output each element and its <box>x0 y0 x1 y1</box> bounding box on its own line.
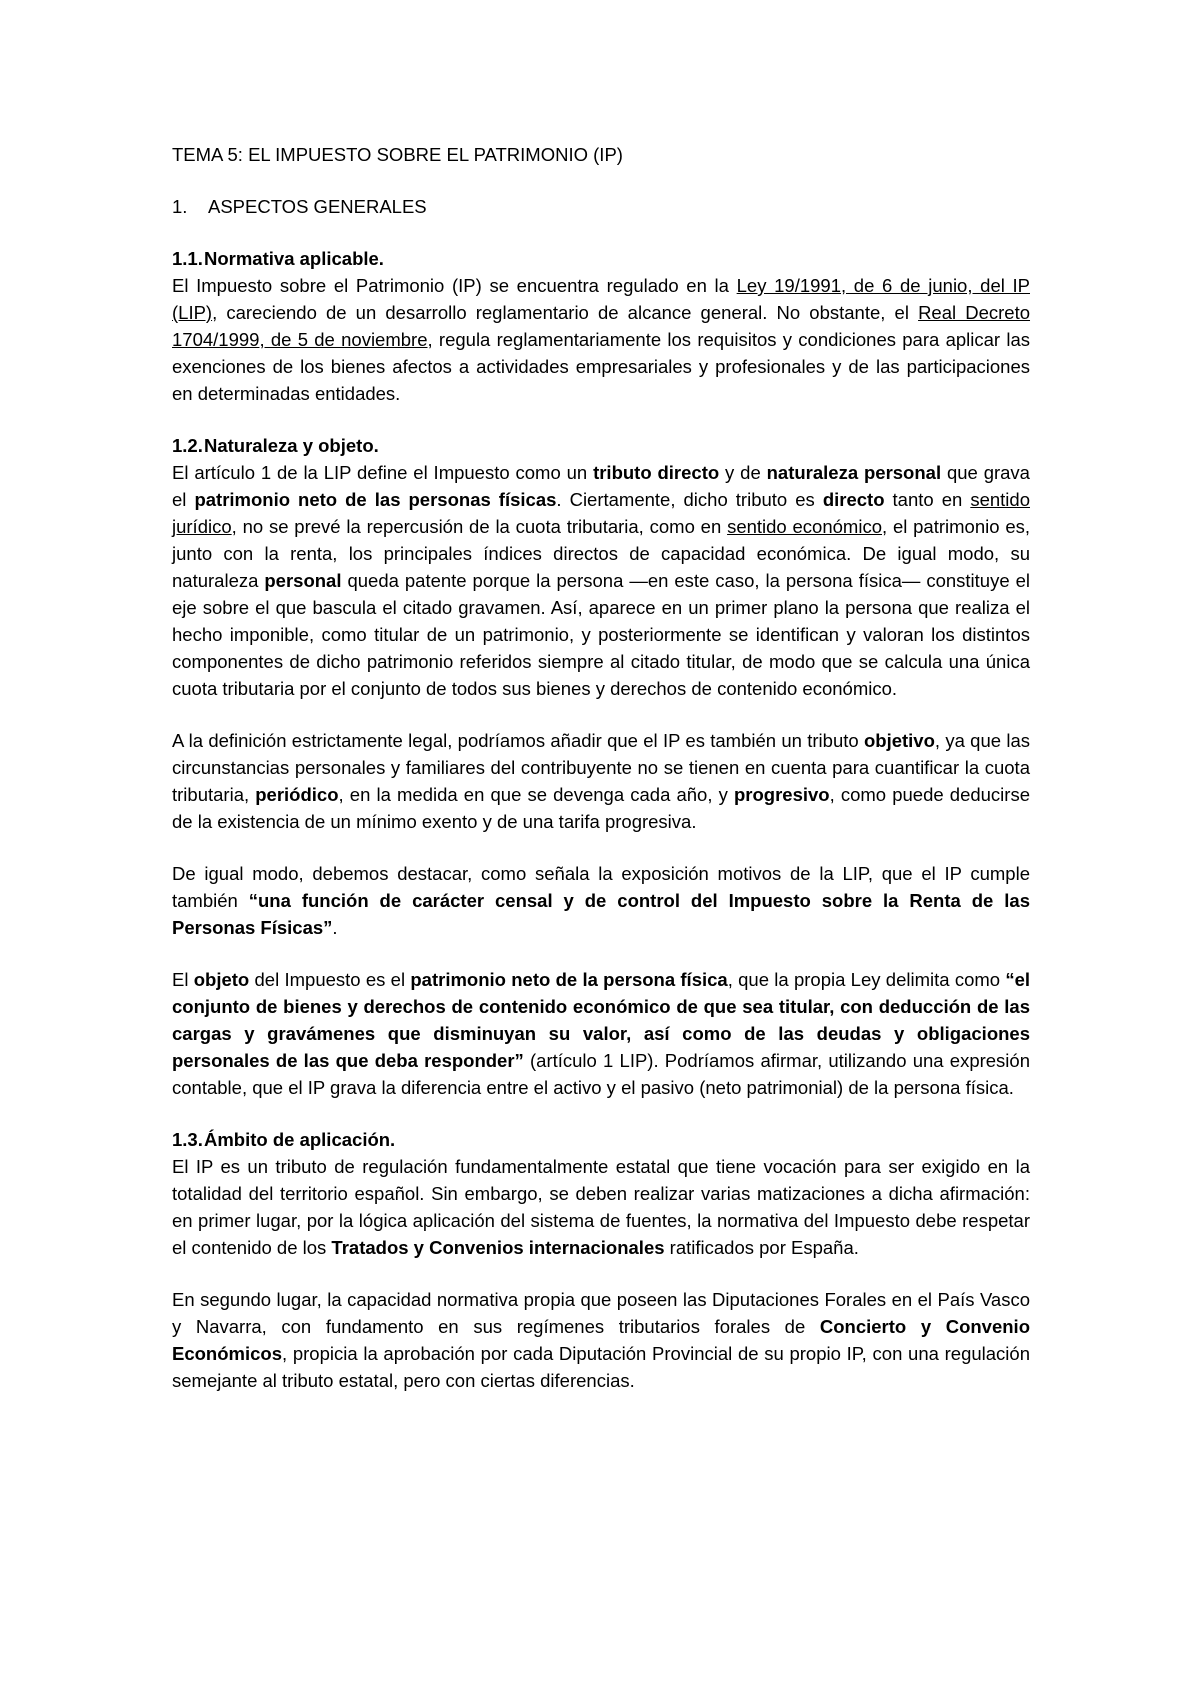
text-run: , ya que las circunstancias personales y familiares del contribuyente no se tienen en cuenta para cuantificar la cuota tributaria, <box>172 730 1030 805</box>
text-run: , regula reglamentariamente los requisitos y condiciones para aplicar las exenciones de los bienes afectos a actividades empresariales y profesionales y de las participaciones en determinadas entidades. <box>172 329 1030 404</box>
subsection-number: 1.3. <box>172 1129 203 1150</box>
paragraph-funcion-censal <box>172 860 1030 941</box>
text-run: , propicia la aprobación por cada Diputación Provincial de su propio IP, con una regulación semejante al tributo estatal, pero con ciertas diferencias. <box>172 1343 1030 1391</box>
paragraph-normativa <box>172 272 1030 407</box>
text-run: En segundo lugar, la capacidad normativa propia que poseen las Diputaciones Forales en el País Vasco y Navarra, con fundamento en sus regímenes tributarios forales de <box>172 1289 1030 1337</box>
text-run: El <box>172 969 194 990</box>
paragraph-forales <box>172 1286 1030 1394</box>
section-heading-1 <box>172 193 1030 220</box>
paragraph-objeto <box>172 966 1030 1101</box>
underlined-text: sentido jurídico <box>172 489 1030 537</box>
text-run: , que la propia Ley delimita como <box>727 969 1006 990</box>
bold-text: objeto <box>193 969 250 990</box>
text-run: , careciendo de un desarrollo reglamentario de alcance general. No obstante, el <box>212 302 919 323</box>
text-run: tanto en <box>884 489 971 510</box>
subsection-number: 1.2. <box>172 435 203 456</box>
text-run: , como puede deducirse de la existencia de un mínimo exento y de una tarifa progresiva. <box>172 784 1030 832</box>
decree-reference-link: Real Decreto 1704/1999, de 5 de noviembre <box>172 302 1031 350</box>
text-run: , no se prevé la repercusión de la cuota tributaria, como en <box>231 516 728 537</box>
bold-quote: “una función de carácter censal y de control del Impuesto sobre la Renta de las Personas Físicas” <box>172 890 1030 938</box>
paragraph-ambito <box>172 1153 1030 1261</box>
paragraph-naturaleza <box>172 459 1030 702</box>
law-reference-link: Ley 19/1991, de 6 de junio, del IP (LIP) <box>172 275 1030 323</box>
underlined-text: sentido económico <box>727 516 882 537</box>
subsection-label: Naturaleza y objeto. <box>204 435 379 456</box>
paragraph-definicion <box>172 727 1030 835</box>
subsection-heading-1-3 <box>172 1126 1030 1153</box>
bold-text: progresivo <box>733 784 830 805</box>
subsection-label: Ámbito de aplicación. <box>204 1129 396 1150</box>
text-run: queda patente porque la persona —en este caso, la persona física— constituye el eje sobre el que bascula el citado gravamen. Así, aparece en un primer plano la persona que realiza el hecho imponible, como titular de un patrimonio, y posteriormente se identifican y valoran los distintos componentes de dicho patrimonio referidos siempre al citado titular, de modo que se calcula una única cuota tributaria por el conjunto de todos sus bienes y derechos de contenido económico. <box>172 570 1030 699</box>
bold-text: tributo directo <box>593 462 720 483</box>
text-run: que grava el <box>172 462 1030 510</box>
bold-text: periódico <box>255 784 339 805</box>
document-page <box>172 141 1030 1419</box>
bold-text: directo <box>822 489 885 510</box>
subsection-heading-1-2 <box>172 432 1030 459</box>
section-label: ASPECTOS GENERALES <box>208 196 427 217</box>
text-run: y de <box>719 462 767 483</box>
bold-text: patrimonio neto de la persona física <box>410 969 728 990</box>
bold-text: patrimonio neto de las personas físicas <box>194 489 557 510</box>
subsection-number: 1.1. <box>172 248 203 269</box>
text-run: A la definición estrictamente legal, podríamos añadir que el IP es también un tributo <box>172 730 864 751</box>
bold-text: personal <box>264 570 342 591</box>
subsection-heading-1-1 <box>172 245 1030 272</box>
text-run: (artículo 1 LIP). Podríamos afirmar, utilizando una expresión contable, que el IP grava la diferencia entre el activo y el pasivo (neto patrimonial) de la persona física. <box>172 1050 1030 1098</box>
text-run: El artículo 1 de la LIP define el Impuesto como un <box>172 462 594 483</box>
text-run: del Impuesto es el <box>249 969 411 990</box>
text-run: De igual modo, debemos destacar, como señala la exposición motivos de la LIP, que el IP cumple también <box>172 863 1030 911</box>
text-run: , en la medida en que se devenga cada año, y <box>338 784 734 805</box>
text-run: ratificados por España. <box>664 1237 859 1258</box>
text-run: , el patrimonio es, junto con la renta, los principales índices directos de capacidad económica. De igual modo, su naturaleza <box>172 516 1031 591</box>
bold-text: objetivo <box>863 730 935 751</box>
text-run: El Impuesto sobre el Patrimonio (IP) se encuentra regulado en la <box>172 275 737 296</box>
section-number: 1. <box>172 196 188 217</box>
text-run: . <box>332 917 338 938</box>
bold-text: Tratados y Convenios internacionales <box>331 1237 665 1258</box>
text-run: El IP es un tributo de regulación fundamentalmente estatal que tiene vocación para ser exigido en la totalidad del territorio español. Sin embargo, se deben realizar varias matizaciones a dicha afirmación: en primer lugar, por la lógica aplicación del sistema de fuentes, la normativa del Impuesto debe respetar el contenido de los <box>172 1156 1030 1258</box>
bold-quote: “el conjunto de bienes y derechos de contenido económico de que sea titular, con deducción de las cargas y gravámenes que disminuyan su valor, así como de las deudas y obligaciones personales de las que deba responder” <box>172 969 1031 1071</box>
text-run: . Ciertamente, dicho tributo es <box>556 489 823 510</box>
subsection-label: Normativa aplicable. <box>204 248 384 269</box>
document-title: TEMA 5: EL IMPUESTO SOBRE EL PATRIMONIO (IP) <box>172 144 623 165</box>
bold-text: Concierto y Convenio Económicos <box>172 1316 1030 1364</box>
bold-text: naturaleza personal <box>766 462 942 483</box>
